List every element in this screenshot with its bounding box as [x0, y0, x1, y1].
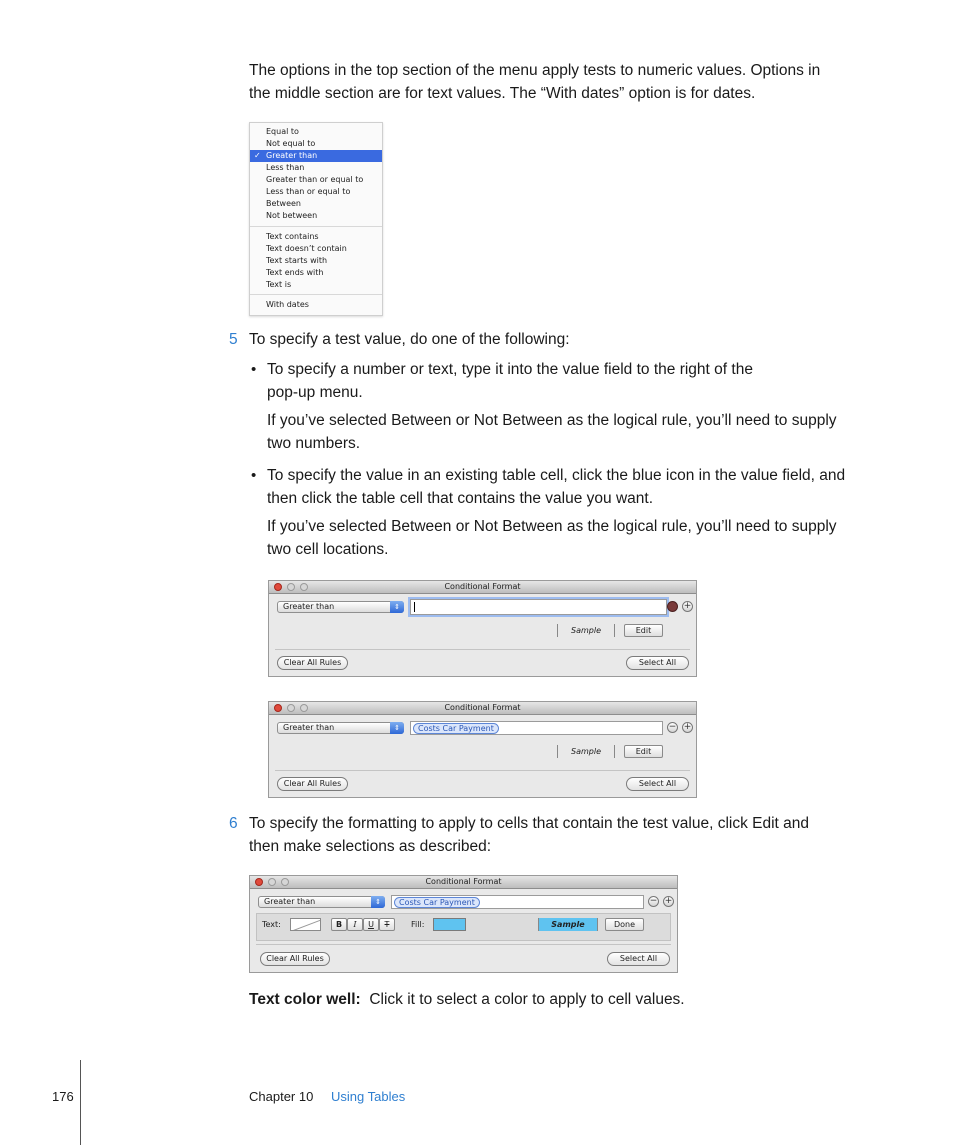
add-rule-icon[interactable]: +	[683, 722, 692, 732]
menu-item-selected[interactable]	[250, 150, 382, 162]
step-text: To specify the formatting to apply to cells that contain the test value, click Edit and	[249, 815, 810, 832]
popup-arrows-icon: ⇕	[371, 896, 385, 908]
strikethrough-button[interactable]: T	[379, 918, 395, 931]
window-titlebar	[269, 702, 696, 715]
menu-item[interactable]: Text starts with	[266, 256, 328, 265]
cell-reference-icon[interactable]	[667, 601, 678, 612]
bullet-icon: •	[251, 361, 257, 378]
sample-edge	[614, 624, 615, 637]
close-icon[interactable]	[274, 583, 282, 591]
minimize-icon[interactable]	[268, 878, 276, 886]
bullet-note: two numbers.	[267, 435, 361, 452]
checkmark-icon: ✓	[254, 151, 261, 160]
bold-button[interactable]: B	[331, 918, 347, 931]
fill-label: Fill:	[411, 920, 425, 929]
step-text: then make selections as described:	[249, 838, 492, 855]
close-icon[interactable]	[255, 878, 263, 886]
chapter-title-link[interactable]: Using Tables	[331, 1089, 406, 1104]
bullet-text: To specify the value in an existing table cell, click the blue icon in the value field, and	[267, 467, 846, 484]
value-field[interactable]	[410, 599, 667, 615]
menu-separator	[250, 294, 382, 295]
clear-all-rules-button[interactable]: Clear All Rules	[277, 777, 348, 791]
add-rule-icon[interactable]: +	[683, 601, 692, 611]
step-text: To specify a test value, do one of the following:	[249, 331, 570, 348]
sample-edge	[614, 745, 615, 758]
minimize-icon[interactable]	[287, 583, 295, 591]
select-all-button[interactable]: Select All	[626, 777, 689, 791]
divider	[275, 649, 690, 650]
rule-popup-label: Greater than	[283, 723, 335, 732]
sample-preview	[557, 624, 615, 637]
sample-edge	[597, 918, 598, 931]
rule-popup-label: Greater than	[264, 897, 316, 906]
zoom-icon[interactable]	[300, 583, 308, 591]
zoom-icon[interactable]	[300, 704, 308, 712]
menu-item[interactable]: Text doesn’t contain	[266, 244, 347, 253]
rule-popup[interactable]	[258, 896, 385, 908]
definition-text: Click it to select a color to apply to cell values.	[369, 991, 685, 1008]
popup-arrows-icon: ⇕	[390, 722, 404, 734]
bullet-text: To specify a number or text, type it into the value field to the right of the	[267, 361, 753, 378]
window-titlebar	[250, 876, 677, 889]
sample-edge	[538, 918, 539, 931]
cell-reference-token[interactable]: Costs Car Payment	[394, 897, 480, 908]
sample-preview	[538, 918, 598, 931]
text-cursor	[414, 602, 415, 612]
intro-line-2: the middle section are for text values. The “With dates” option is for dates.	[249, 85, 756, 102]
page-number: 176	[52, 1089, 74, 1104]
bullet-note: If you’ve selected Between or Not Between as the logical rule, you’ll need to supply	[267, 412, 837, 429]
minimize-icon[interactable]	[287, 704, 295, 712]
window-title: Conditional Format	[425, 877, 502, 886]
sample-label: Sample	[571, 626, 601, 635]
menu-item[interactable]: Less than or equal to	[266, 187, 351, 196]
close-icon[interactable]	[274, 704, 282, 712]
clear-all-rules-button[interactable]: Clear All Rules	[260, 952, 330, 966]
cell-reference-token[interactable]: Costs Car Payment	[413, 723, 499, 734]
select-all-button[interactable]: Select All	[607, 952, 670, 966]
conditional-format-dialog-edit	[249, 875, 678, 973]
underline-button[interactable]: U	[363, 918, 379, 931]
conditional-format-dialog	[268, 701, 697, 798]
add-rule-icon[interactable]: +	[664, 896, 673, 906]
menu-item[interactable]: Text contains	[266, 232, 319, 241]
select-all-button[interactable]: Select All	[626, 656, 689, 670]
sample-edge	[557, 624, 558, 637]
footer-divider	[80, 1060, 81, 1145]
menu-item[interactable]: Less than	[266, 163, 305, 172]
zoom-icon[interactable]	[281, 878, 289, 886]
menu-item[interactable]: Equal to	[266, 127, 299, 136]
window-titlebar	[269, 581, 696, 594]
remove-rule-icon[interactable]: −	[649, 896, 658, 906]
menu-item-label: Greater than	[266, 151, 318, 160]
definition-term: Text color well:	[249, 991, 361, 1008]
menu-separator	[250, 226, 382, 227]
menu-item[interactable]: Text is	[266, 280, 292, 289]
clear-all-rules-button[interactable]: Clear All Rules	[277, 656, 348, 670]
remove-rule-icon[interactable]: −	[668, 722, 677, 732]
done-button[interactable]: Done	[605, 918, 644, 931]
menu-item[interactable]: With dates	[266, 300, 309, 309]
menu-item[interactable]: Not between	[266, 211, 318, 220]
step-number: 6	[229, 815, 238, 832]
bullet-text: then click the table cell that contains the value you want.	[267, 490, 654, 507]
sample-preview	[557, 745, 615, 758]
value-field[interactable]	[410, 721, 663, 735]
bullet-note: two cell locations.	[267, 541, 389, 558]
chapter-label: Chapter 10	[249, 1089, 314, 1104]
sample-label: Sample	[571, 747, 601, 756]
bullet-note: If you’ve selected Between or Not Between as the logical rule, you’ll need to supply	[267, 518, 837, 535]
window-title: Conditional Format	[444, 703, 521, 712]
sample-label: Sample	[551, 920, 585, 929]
text-label: Text:	[262, 920, 281, 929]
window-title: Conditional Format	[444, 582, 521, 591]
logical-rule-menu	[249, 122, 383, 316]
divider	[275, 770, 690, 771]
step-number: 5	[229, 331, 238, 348]
edit-button[interactable]: Edit	[624, 624, 663, 637]
menu-item[interactable]: Text ends with	[266, 268, 324, 277]
menu-item[interactable]: Between	[266, 199, 302, 208]
divider	[256, 944, 671, 945]
sample-edge	[557, 745, 558, 758]
conditional-format-dialog	[268, 580, 697, 677]
bullet-text: pop-up menu.	[267, 384, 363, 401]
italic-button[interactable]: I	[347, 918, 363, 931]
intro-line-1: The options in the top section of the menu apply tests to numeric values. Options in	[249, 62, 821, 79]
rule-popup[interactable]	[277, 601, 404, 613]
rule-popup-label: Greater than	[283, 602, 335, 611]
menu-item[interactable]: Greater than or equal to	[266, 175, 364, 184]
text-color-well[interactable]	[290, 918, 321, 931]
fill-color-well[interactable]	[433, 918, 466, 931]
value-field[interactable]	[391, 895, 644, 909]
definition	[249, 988, 685, 1011]
rule-popup[interactable]	[277, 722, 404, 734]
popup-arrows-icon: ⇕	[390, 601, 404, 613]
bullet-icon: •	[251, 467, 257, 484]
edit-button[interactable]: Edit	[624, 745, 663, 758]
menu-item[interactable]: Not equal to	[266, 139, 316, 148]
